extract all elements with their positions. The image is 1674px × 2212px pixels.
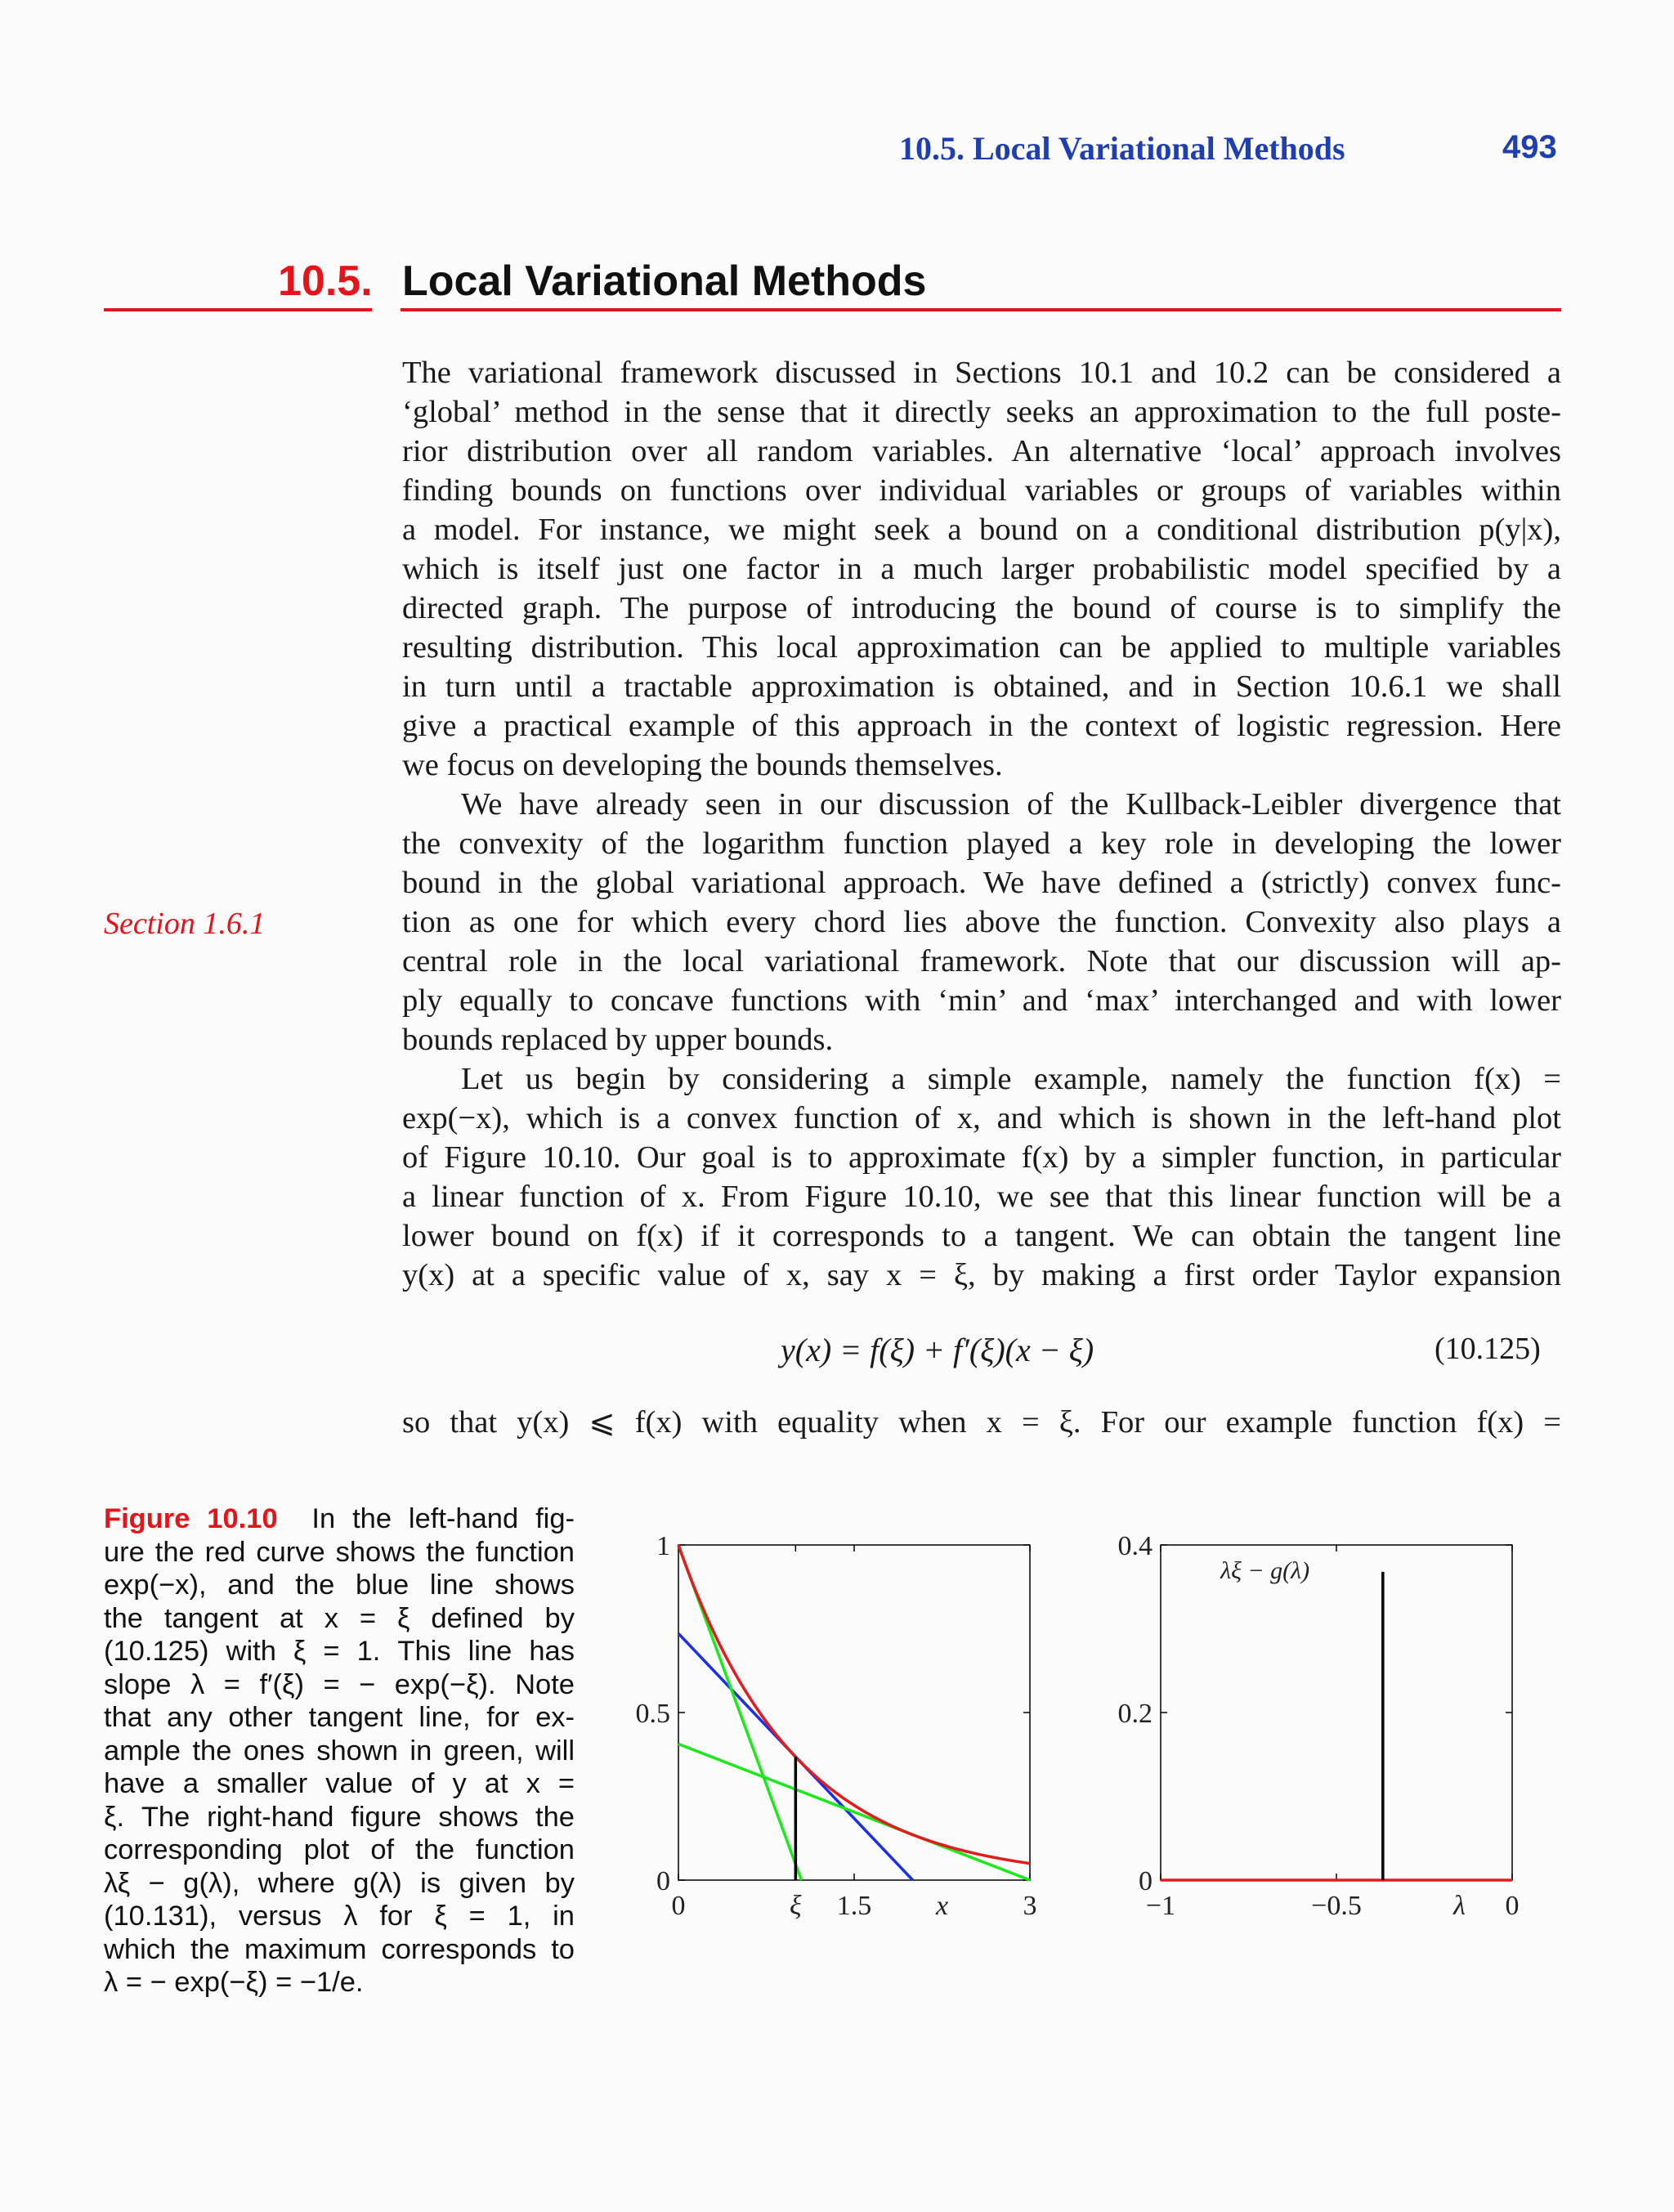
- body-line: central role in the local variational framework. Note that our discussion will ap-: [402, 944, 1561, 978]
- body-line: which is itself just one factor in a much larger probabilistic model specified by a: [402, 552, 1561, 586]
- body-line: ply equally to concave functions with ‘min’ and ‘max’ interchanged and with lower: [402, 983, 1561, 1018]
- body-line: We have already seen in our discussion of the Kullback-Leibler divergence that: [461, 787, 1561, 822]
- caption-line: have a smaller value of y at x =: [104, 1768, 575, 1799]
- y-tick-label: 1: [656, 1531, 670, 1561]
- x-axis-label: x: [935, 1891, 949, 1921]
- tangent-line-green: [678, 1744, 1030, 1880]
- caption-line: (10.131), versus λ for ξ = 1, in: [104, 1901, 575, 1932]
- equation-10-125: y(x) = f(ξ) + f′(ξ)(x − ξ): [781, 1332, 1094, 1368]
- y-tick-label: 0: [1139, 1866, 1153, 1896]
- body-line: so that y(x) ⩽ f(x) with equality when x = ξ. For our example function f(x) =: [402, 1405, 1561, 1440]
- y-tick-label: 0: [656, 1866, 670, 1896]
- caption-line: ξ. The right-hand figure shows the: [104, 1801, 575, 1833]
- x-tick-label: 0: [671, 1891, 686, 1921]
- x-tick-label: −1: [1145, 1891, 1176, 1921]
- plot-frame: [678, 1545, 1030, 1880]
- caption-text: In the left-hand fig-: [311, 1503, 575, 1534]
- x-axis-label: λ: [1453, 1891, 1466, 1921]
- plot-frame: [1161, 1545, 1512, 1880]
- body-line: exp(−x), which is a convex function of x, and which is shown in the left-hand plot: [402, 1101, 1561, 1135]
- caption-line: corresponding plot of the function: [104, 1834, 575, 1865]
- body-line: a model. For instance, we might seek a bound on a conditional distribution p(y|x),: [402, 513, 1561, 547]
- y-tick-label: 0.2: [1117, 1699, 1153, 1729]
- body-line: lower bound on f(x) if it corresponds to a tangent. We can obtain the tangent line: [402, 1219, 1561, 1253]
- y-tick-label: 0.4: [1117, 1531, 1153, 1561]
- x-tick-label: 1.5: [836, 1891, 872, 1921]
- body-line: the convexity of the logarithm function played a key role in developing the lower: [402, 826, 1561, 861]
- page-number: 493: [1502, 129, 1557, 165]
- body-line: directed graph. The purpose of introducing the bound of course is to simplify the: [402, 591, 1561, 625]
- body-line: finding bounds on functions over individual variables or groups of variables within: [402, 473, 1561, 508]
- x-tick-label: 0: [1505, 1891, 1520, 1921]
- body-line: a linear function of x. From Figure 10.10, we see that this linear function will be a: [402, 1180, 1561, 1214]
- body-line: bound in the global variational approach. We have defined a (strictly) convex func-: [402, 866, 1561, 900]
- caption-line: that any other tangent line, for ex-: [104, 1702, 575, 1733]
- figure-caption: [104, 1502, 575, 1999]
- body-line: tion as one for which every chord lies above the function. Convexity also plays a: [402, 905, 1561, 939]
- body-line: of Figure 10.10. Our goal is to approximate f(x) by a simpler function, in particular: [402, 1140, 1561, 1175]
- section-rule-right: [401, 308, 1561, 311]
- body-line: in turn until a tractable approximation is obtained, and in Section 10.6.1 we shall: [402, 669, 1561, 704]
- section-number: 10.5.: [278, 257, 373, 305]
- body-line: bounds replaced by upper bounds.: [402, 1023, 834, 1057]
- figure-label: Figure 10.10: [104, 1503, 278, 1534]
- caption-line: ample the ones shown in green, will: [104, 1735, 575, 1766]
- body-line: Let us begin by considering a simple example, namely the function f(x) =: [461, 1062, 1561, 1096]
- body-line: we focus on developing the bounds themselves.: [402, 748, 1003, 782]
- body-line: ‘global’ method in the sense that it directly seeks an approximation to the full poste-: [402, 395, 1561, 429]
- margin-note-link[interactable]: Section 1.6.1: [104, 907, 266, 941]
- caption-line: slope λ = f′(ξ) = − exp(−ξ). Note: [104, 1668, 575, 1700]
- caption-line: λξ − g(λ), where g(λ) is given by: [104, 1867, 575, 1899]
- body-line: y(x) at a specific value of x, say x = ξ, by making a first order Taylor expansion: [402, 1258, 1561, 1292]
- y-tick-label: 0.5: [635, 1699, 670, 1729]
- caption-line: exp(−x), and the blue line shows: [104, 1569, 575, 1601]
- x-tick-label: ξ: [790, 1891, 802, 1921]
- caption-line: (10.125) with ξ = 1. This line has: [104, 1636, 575, 1667]
- section-title: Local Variational Methods: [402, 257, 927, 305]
- caption-line: ure the red curve shows the function: [104, 1536, 575, 1568]
- body-line: give a practical example of this approach in the context of logistic regression. Here: [402, 709, 1561, 743]
- body-line: The variational framework discussed in Sections 10.1 and 10.2 can be considered a: [402, 356, 1561, 390]
- caption-line: the tangent at x = ξ defined by: [104, 1602, 575, 1634]
- caption-line: [104, 1502, 575, 1536]
- x-tick-label: −0.5: [1311, 1891, 1362, 1921]
- x-tick-label: 3: [1023, 1891, 1037, 1921]
- curve-annotation: λξ − g(λ): [1220, 1557, 1310, 1584]
- caption-line: which the maximum corresponds to: [104, 1933, 575, 1965]
- chart-left-exp-tangent: [629, 1520, 1054, 1946]
- curve-exp-neg-x: [678, 1545, 1030, 1864]
- running-title: 10.5. Local Variational Methods: [899, 130, 1345, 167]
- body-line: resulting distribution. This local approximation can be applied to multiple variables: [402, 630, 1561, 665]
- chart-right-dual-function: [1095, 1520, 1529, 1946]
- section-rule-left: [104, 308, 372, 311]
- body-line: rior distribution over all random variables. An alternative ‘local’ approach involves: [402, 434, 1561, 468]
- caption-line: λ = − exp(−ξ) = −1/e.: [104, 1967, 364, 1998]
- equation-number: (10.125): [1435, 1332, 1541, 1366]
